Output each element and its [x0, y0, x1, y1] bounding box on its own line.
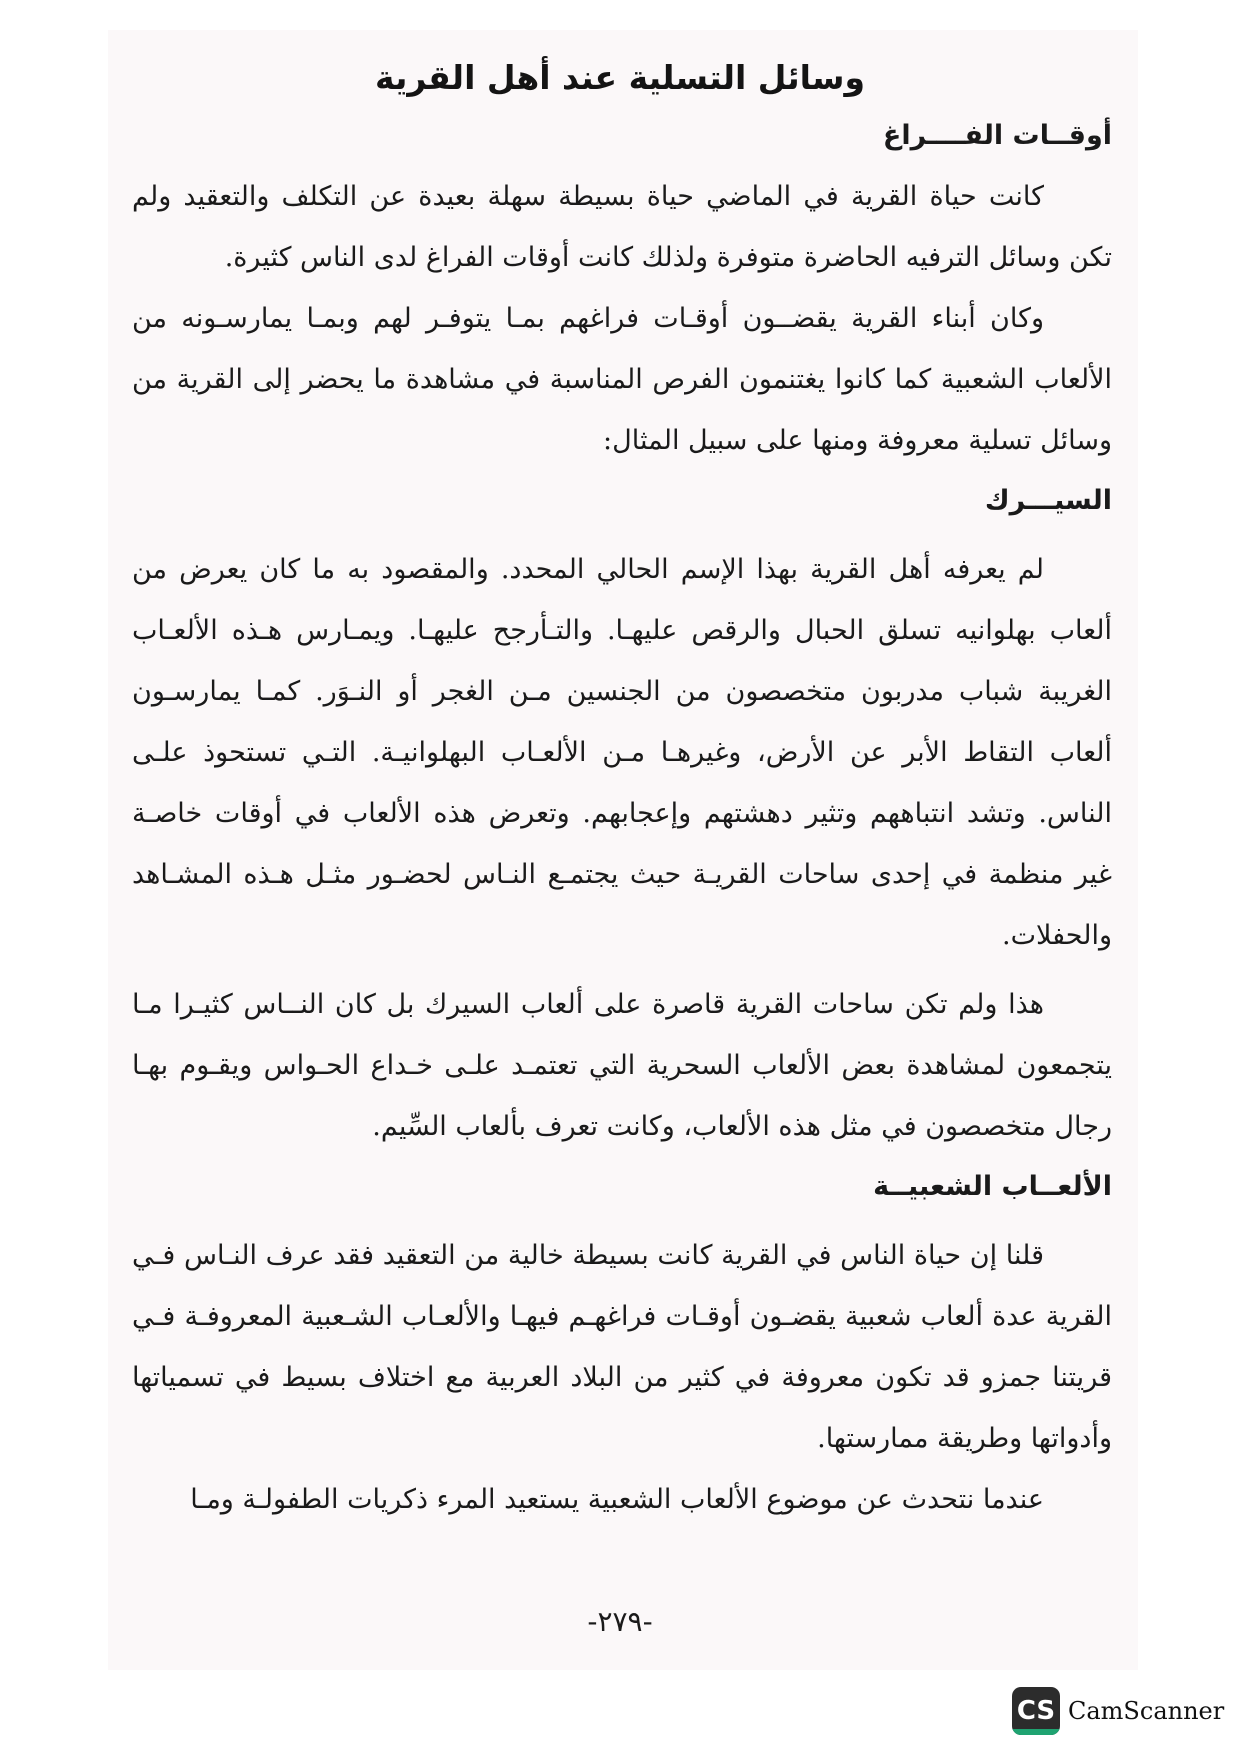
paragraph: قلنا إن حياة الناس في القرية كانت بسيطة خالية من التعقيد فقد عرف النـاس فـي القرية عدة ألعاب شعبية يقضـون أوقـات فراغهـم فيهـا والألعـاب الشـعبية المعروفـة فـي قريتنا جمزو قد تكون معروفة في كثير من البلاد العربية مع اختلاف بسيط في تسمياتها وأدواتها وطريقة ممارستها.	[132, 1240, 1112, 1454]
camscanner-logo-icon: CS	[1012, 1687, 1060, 1735]
paragraph: عندما نتحدث عن موضوع الألعاب الشعبية يستعيد المرء ذكريات الطفولـة ومـا	[190, 1484, 1044, 1515]
paragraph: كانت حياة القرية في الماضي حياة بسيطة سهلة بعيدة عن التكلف والتعقيد ولم تكن وسائل الترفيه الحاضرة متوفرة ولذلك كانت أوقات الفراغ لدى الناس كثيرة.	[132, 181, 1112, 273]
section-heading-folk-games: الألعــاب الشعبيــة	[873, 1171, 1112, 1202]
page-number: -٢٧٩-	[587, 1605, 653, 1638]
paragraph: وكان أبناء القرية يقضــون أوقـات فراغهم بمـا يتوفـر لهم وبمـا يمارسـونه من الألعاب الشعبية كما كانوا يغتنمون الفرص المناسبة في مشاهدة ما يحضر إلى القرية من وسائل تسلية معروفة ومنها على سبيل المثال:	[132, 303, 1112, 456]
page-title: وسائل التسلية عند أهل القرية	[375, 58, 865, 98]
paragraph: هذا ولم تكن ساحات القرية قاصرة على ألعاب السيرك بل كان النــاس كثيـرا مـا يتجمعون لمشاهدة بعض الألعاب السحرية التي تعتمـد علـى خـداع الحـواس ويقـوم بهـا رجال متخصصون في مثل هذه الألعاب، وكانت تعرف بألعاب السِّيم.	[132, 989, 1112, 1142]
section-heading-circus: السيـــرك	[984, 485, 1112, 516]
section-heading-free-time: أوقــات الفــــراغ	[882, 120, 1112, 151]
document-body	[132, 106, 1112, 1530]
camscanner-watermark	[1012, 1687, 1224, 1735]
paragraph: لم يعرفه أهل القرية بهذا الإسم الحالي المحدد. والمقصود به ما كان يعرض من ألعاب بهلوانيه تسلق الحبال والرقص عليهـا. والتـأرجح عليهـا. ويمـارس هـذه الألعـاب الغريبة شباب مدربون متخصصون من الجنسين مـن الغجر أو النـوَر. كمـا يمارسـون ألعاب التقاط الأبر عن الأرض، وغيرهـا مـن الألعـاب البهلوانيـة. التـي تستحوذ علـى الناس. وتشد انتباههم وتثير دهشتهم وإعجابهم. وتعرض هذه الألعاب في أوقات خاصـة غير منظمة في إحدى ساحات القريـة حيث يجتمـع النـاس لحضـور مثـل هـذه المشـاهد والحفلات.	[132, 554, 1112, 951]
camscanner-name: CamScanner	[1068, 1697, 1225, 1725]
